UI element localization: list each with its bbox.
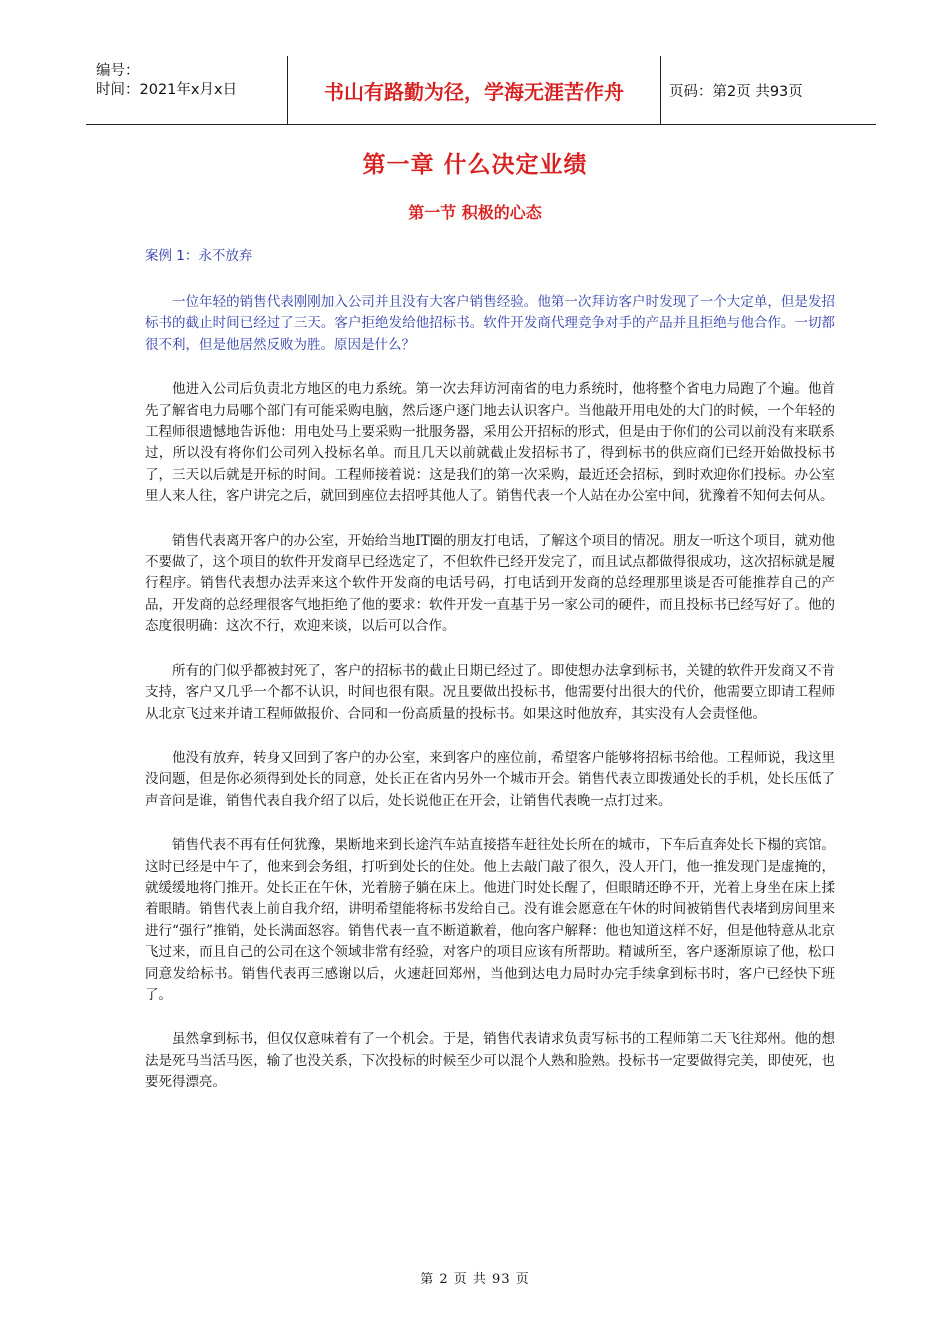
case-label: 案例 1：永不放弃 (145, 248, 253, 264)
body-paragraph: 虽然拿到标书，但仅仅意味着有了一个机会。于是，销售代表请求负责写标书的工程师第二天飞往郑州。他的想法是死马当活马医，输了也没关系，下次投标的时候至少可以混个人熟和脸熟。投标书一定要做得完美，即使死，也要死得漂亮。 (145, 1031, 835, 1091)
header-motto: 书山有路勤为径，学海无涯苦作舟 (287, 56, 661, 124)
page-header (86, 56, 876, 125)
header-meta-cell (86, 56, 286, 124)
number-label: 编号： (96, 63, 140, 79)
document-body (145, 246, 835, 1117)
header-page-info: 页码：第2页 共93页 (669, 83, 803, 100)
time-label: 时间：2021年x月x日 (96, 82, 238, 98)
body-paragraph: 销售代表离开客户的办公室，开始给当地IT圈的朋友打电话，了解这个项目的情况。朋友一听这个项目，就劝他不要做了，这个项目的软件开发商早已经选定了，不但软件已经开发完了，而且试点都做得很成功，这次招标就是履行程序。销售代表想办法弄来这个软件开发商的电话号码，打电话到开发商的总经理那里谈是否可能推荐自己的产品，开发商的总经理很客气地拒绝了他的要求：软件开发一直基于另一家公司的硬件，而且投标书已经写好了。他的态度很明确：这次不行，欢迎来谈，以后可以合作。 (145, 532, 835, 635)
case-intro-paragraph: 一位年轻的销售代表刚刚加入公司并且没有大客户销售经验。他第一次拜访客户时发现了一个大定单，但是发招标书的截止时间已经过了三天。客户拒绝发给他招标书。软件开发商代理竞争对手的产品并且拒绝与他合作。一切都很不利，但是他居然反败为胜。原因是什么？ (145, 294, 835, 353)
body-paragraph: 他进入公司后负责北方地区的电力系统。第一次去拜访河南省的电力系统时，他将整个省电力局跑了个遍。他首先了解省电力局哪个部门有可能采购电脑，然后逐户逐门地去认识客户。当他敲开用电处的大门的时候，一个年轻的工程师很遗憾地告诉他：用电处马上要采购一批服务器，采用公开招标的形式，但是由于你们的公司以前没有来联系过，所以没有将你们公司列入投标名单。而且几天以前就截止发招标书了，得到标书的供应商们已经开始做投标书了，三天以后就是开标的时间。工程师接着说：这是我们的第一次采购，最近还会招标，到时欢迎你们投标。办公室里人来人往，客户讲完之后，就回到座位去招呼其他人了。销售代表一个人站在办公室中间，犹豫着不知何去何从。 (145, 381, 835, 505)
page-footer: 第 2 页 共 93 页 (420, 1272, 530, 1287)
section-title: 第一节 积极的心态 (408, 203, 542, 222)
body-paragraph: 所有的门似乎都被封死了，客户的招标书的截止日期已经过了。即使想办法拿到标书，关键的软件开发商又不肯支持，客户又几乎一个都不认识，时间也很有限。况且要做出投标书，他需要付出很大的代价，他需要立即请工程师从北京飞过来并请工程师做报价、合同和一份高质量的投标书。如果这时他放弃，其实没有人会责怪他。 (145, 662, 835, 722)
body-paragraph: 他没有放弃，转身又回到了客户的办公室，来到客户的座位前，希望客户能够将招标书给他。工程师说，我这里没问题，但是你必须得到处长的同意，处长正在省内另外一个城市开会。销售代表立即拨通处长的手机，处长压低了声音问是谁，销售代表自我介绍了以后，处长说他正在开会，让销售代表晚一点打过来。 (145, 749, 835, 809)
chapter-title: 第一章 什么决定业绩 (362, 152, 588, 178)
body-paragraph: 销售代表不再有任何犹豫，果断地来到长途汽车站直接搭车赶往处长所在的城市，下车后直奔处长下榻的宾馆。这时已经是中午了，他来到会务组，打听到处长的住处。他上去敲门敲了很久，没人开门，他一推发现门是虚掩的，就缓缓地将门推开。处长正在午休，光着膀子躺在床上。他进门时处长醒了，但眼睛还睁不开，光着上身坐在床上揉着眼睛。销售代表上前自我介绍，讲明希望能将标书发给自己。没有谁会愿意在午休的时间被销售代表堵到房间里来进行“强行”推销，处长满面怒容。销售代表一直不断道歉着，他向客户解释：他也知道这样不好，但是他特意从北京飞过来，而且自己的公司在这个领域非常有经验，对客户的项目应该有所帮助。精诚所至，客户逐渐原谅了他，松口同意发给标书。销售代表再三感谢以后，火速赶回郑州，当他到达电力局时办完手续拿到标书时，客户已经快下班了。 (145, 837, 835, 1003)
